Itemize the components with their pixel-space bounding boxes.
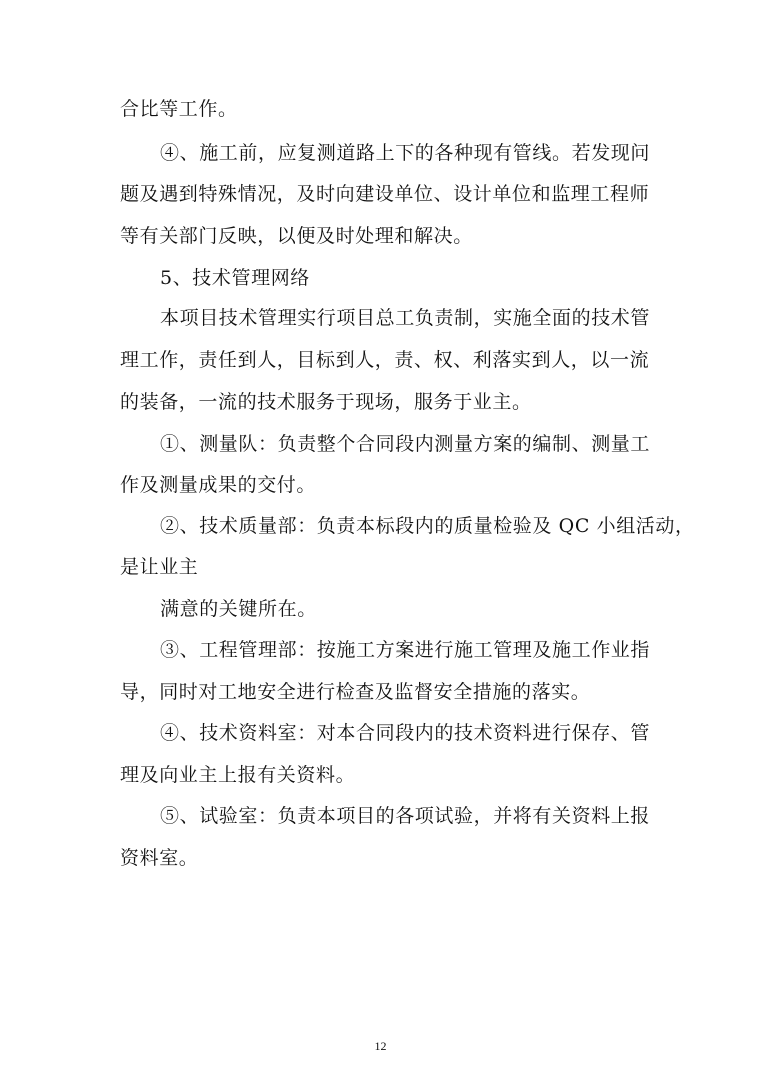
text-line: 满意的关键所在。 <box>160 598 317 620</box>
text-line: 资料室。 <box>120 847 199 869</box>
page-number: 12 <box>374 1039 387 1053</box>
text-line: 的装备，一流的技术服务于现场，服务于业主。 <box>120 391 532 413</box>
text-line: 等有关部门反映，以便及时处理和解决。 <box>120 225 473 247</box>
text-line: 理工作，责任到人，目标到人，责、权、利落实到人，以一流 <box>120 349 650 371</box>
section-heading: 5、技术管理网络 <box>160 267 310 289</box>
text-line: 是让业主 <box>120 556 199 578</box>
text-line: 合比等工作。 <box>120 98 238 120</box>
text-line: ⑤、试验室：负责本项目的各项试验，并将有关资料上报 <box>160 805 651 827</box>
text-line: 题及遇到特殊情况，及时向建设单位、设计单位和监理工程师 <box>120 183 650 205</box>
text-line: ④、施工前，应复测道路上下的各种现有管线。若发现问 <box>160 142 651 164</box>
text-line: 导，同时对工地安全进行检查及监督安全措施的落实。 <box>120 681 591 703</box>
text-line: ④、技术资料室：对本合同段内的技术资料进行保存、管 <box>160 722 651 744</box>
text-line: 作及测量成果的交付。 <box>120 474 317 496</box>
text-line: ③、工程管理部：按施工方案进行施工管理及施工作业指 <box>160 639 651 661</box>
text-line: 本项目技术管理实行项目总工负责制，实施全面的技术管 <box>160 307 651 329</box>
text-line: ①、测量队：负责整个合同段内测量方案的编制、测量工 <box>160 433 651 455</box>
text-line: 理及向业主上报有关资料。 <box>120 764 356 786</box>
text-line: ②、技术质量部：负责本标段内的质量检验及 QC 小组活动， <box>160 515 695 537</box>
